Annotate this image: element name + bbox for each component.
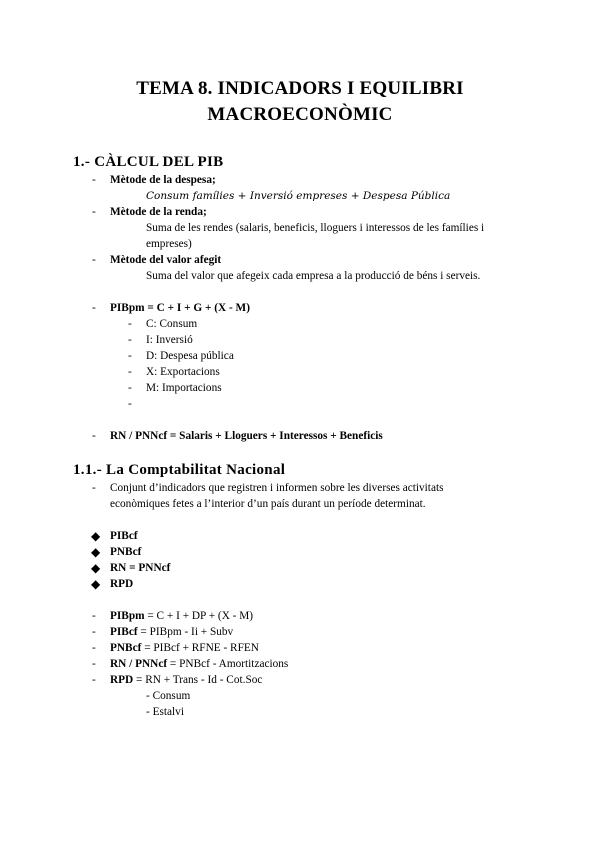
- equation-lhs: RN / PNNcf: [110, 658, 168, 670]
- indicator-item: PNBcf: [110, 546, 142, 558]
- section-1-heading: 1.- CÀLCUL DEL PIB: [73, 154, 224, 170]
- indicator-item: RN = PNNcf: [110, 562, 171, 574]
- bullet-dash: -: [92, 642, 96, 654]
- bullet-dash: -: [92, 482, 96, 494]
- sub-bullet-dash: -: [128, 398, 132, 410]
- diamond-bullet-icon: ◆: [91, 577, 101, 591]
- sub-bullet-dash: -: [128, 318, 132, 330]
- indicator-item: PIBcf: [110, 530, 138, 542]
- rpd-sub-item: - Consum: [146, 690, 191, 702]
- equation-row: [110, 608, 253, 624]
- method-despesa: Mètode de la despesa;: [110, 174, 216, 186]
- equation-lhs: RPD: [110, 674, 134, 686]
- sub-bullet-dash: -: [128, 350, 132, 362]
- bullet-dash: -: [92, 430, 96, 442]
- bullet-dash: -: [92, 610, 96, 622]
- formula-despesa: Consum famílies + Inversió empreses + Despesa Pública: [146, 190, 451, 202]
- bullet-dash: -: [92, 658, 96, 670]
- diamond-bullet-icon: ◆: [91, 561, 101, 575]
- equation-lhs: PIBcf: [110, 626, 138, 638]
- equation-rhs: = RN + Trans - Id - Cot.Soc: [133, 674, 263, 686]
- equation-row: [110, 656, 288, 672]
- equation-row: [110, 672, 262, 688]
- component-item: D: Despesa pública: [146, 350, 234, 362]
- sub-bullet-dash: -: [128, 334, 132, 346]
- title-line-2: MACROECONÒMIC: [207, 104, 393, 125]
- equation-rhs: = PNBcf - Amortitzacions: [167, 658, 289, 670]
- comptabilitat-description: Conjunt d’indicadors que registren i informen sobre les diverses activitats econòmiques fetes a l’interior d’un país durant un període determinat.: [110, 482, 444, 510]
- bullet-dash: -: [92, 206, 96, 218]
- diamond-bullet-icon: ◆: [91, 545, 101, 559]
- equation-lhs: PIBpm: [110, 610, 145, 622]
- equation-lhs: PNBcf: [110, 642, 142, 654]
- bullet-dash: -: [92, 174, 96, 186]
- component-item: I: Inversió: [146, 334, 193, 346]
- renda-description: Suma de les rendes (salaris, beneficis, lloguers i interessos de les famílies i empreses): [146, 222, 485, 250]
- title-line-1: TEMA 8. INDICADORS I EQUILIBRI: [136, 78, 464, 99]
- equation-row: [110, 640, 259, 656]
- bullet-dash: -: [92, 254, 96, 266]
- diamond-bullet-icon: ◆: [91, 529, 101, 543]
- component-item: C: Consum: [146, 318, 198, 330]
- component-item: M: Importacions: [146, 382, 222, 394]
- bullet-dash: -: [92, 302, 96, 314]
- equation-row: [110, 624, 233, 640]
- valor-description: Suma del valor que afegeix cada empresa a la producció de béns i serveis.: [146, 270, 481, 282]
- bullet-dash: -: [92, 674, 96, 686]
- sub-bullet-dash: -: [128, 382, 132, 394]
- method-renda: Mètode de la renda;: [110, 206, 207, 218]
- section-1-1-heading: 1.1.- La Comptabilitat Nacional: [73, 462, 286, 478]
- bullet-dash: -: [92, 626, 96, 638]
- equation-rhs: = PIBcf + RFNE - RFEN: [141, 642, 259, 654]
- rpd-sub-item: - Estalvi: [146, 706, 184, 718]
- component-item: X: Exportacions: [146, 366, 220, 378]
- method-valor-afegit: Mètode del valor afegit: [110, 254, 222, 266]
- rn-formula: RN / PNNcf = Salaris + Lloguers + Interessos + Beneficis: [110, 430, 383, 442]
- sub-bullet-dash: -: [128, 366, 132, 378]
- document-title: [0, 76, 600, 128]
- equation-rhs: = C + I + DP + (X - M): [144, 610, 254, 622]
- indicator-item: RPD: [110, 578, 134, 590]
- equation-rhs: = PIBpm - Ii + Subv: [137, 626, 234, 638]
- pib-formula: PIBpm = C + I + G + (X - M): [110, 302, 250, 314]
